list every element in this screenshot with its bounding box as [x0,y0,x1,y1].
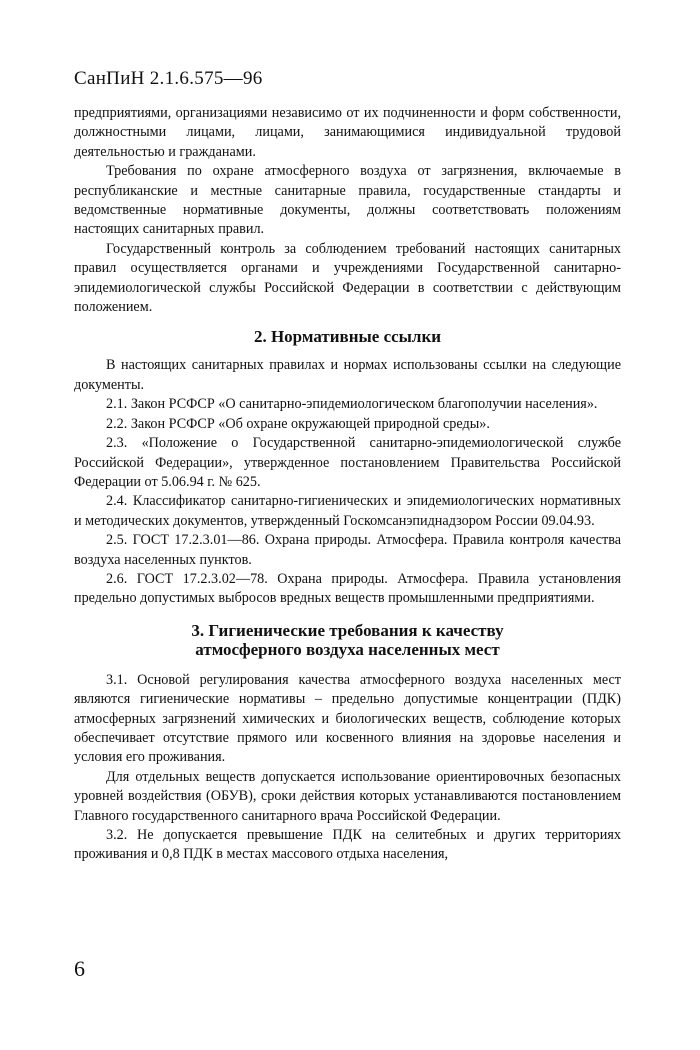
running-title: СанПиН 2.1.6.575—96 [74,68,263,89]
clause-3-2: 3.2. Не допускается превышение ПДК на селитебных и других территориях проживания и 0,8 ПДК в местах массового отдыха населения, [74,827,621,863]
page-number: 6 [74,956,85,981]
reference-2-1: 2.1. Закон РСФСР «О санитарно-эпидемиологическом благополучии населения». [106,396,598,413]
intro-paragraph-continuation: предприятиями, организациями независимо от их подчиненности и форм собственности, должностными лицами, лицами, занимающимися индивидуальной трудовой деятельностью и гражданами. [74,105,621,160]
reference-2-6: 2.6. ГОСТ 17.2.3.02—78. Охрана природы. Атмосфера. Правила установления предельно допустимых выбросов вредных веществ промышленными предприятиями. [74,570,621,607]
reference-2-3: 2.3. «Положение о Государственной санитарно-эпидемиологической службе Российской Федерации», утвержденное постановлением Правительства Российской Федерации от 5.06.94 г. № 625. [74,435,621,490]
reference-2-4: 2.4. Классификатор санитарно-гигиенических и эпидемиологических нормативных и методических документов, утвержденный Госкомсанэпиднадзором России 09.04.93. [74,493,621,529]
section-3-heading-line-2: атмосферного воздуха населенных мест [195,639,500,659]
clause-3-1-obuv: Для отдельных веществ допускается использование ориентировочных безопасных уровней воздействия (ОБУВ), сроки действия которых устанавливаются постановлением Главного государственного санитарного врача Российской Федерации. [74,768,621,824]
section-3-heading-line-1: 3. Гигиенические требования к качеству [191,620,504,640]
intro-paragraph-requirements: Требования по охране атмосферного воздуха от загрязнения, включаемые в республиканские и местные санитарные правила, государственные стандарты и ведомственные нормативные документы, должны соответствовать положениям настоящих санитарных правил. [74,163,621,238]
section-2-intro: В настоящих санитарных правилах и нормах использованы ссылки на следующие документы. [74,357,621,393]
clause-3-1: 3.1. Основой регулирования качества атмосферного воздуха населенных мест являются гигиенические нормативы – предельно допустимые концентрации (ПДК) атмосферных загрязнений химических и биологических веществ, соблюдение которых обеспечивает отсутствие прямого или косвенного влияния на здоровье населения и условия его проживания. [74,671,621,766]
reference-2-5: 2.5. ГОСТ 17.2.3.01—86. Охрана природы. Атмосфера. Правила контроля качества воздуха населенных пунктов. [74,532,621,568]
section-3-heading [74,621,621,659]
section-2-heading: 2. Нормативные ссылки [253,327,442,347]
page-body [74,104,621,865]
reference-2-2: 2.2. Закон РСФСР «Об охране окружающей природной среды». [106,415,490,432]
intro-paragraph-state-control: Государственный контроль за соблюдением требований настоящих санитарных правил осуществляется органами и учреждениями Государственной санитарно-эпидемиологической службы Российской Федерации в соответствии с действующим положением. [74,240,621,316]
